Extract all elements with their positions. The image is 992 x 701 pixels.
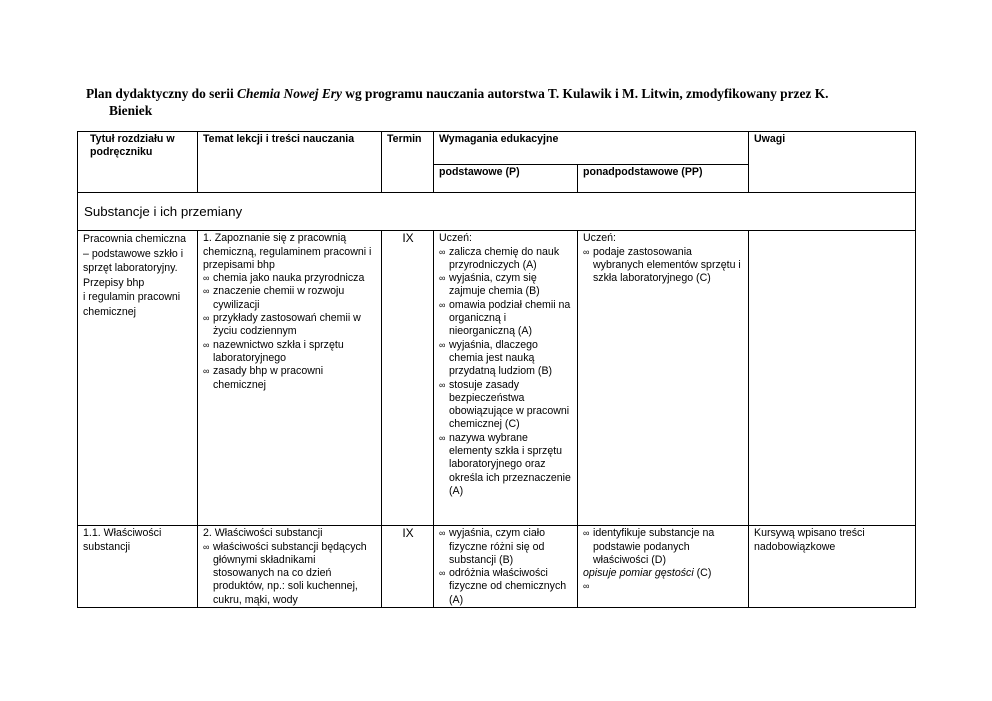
list-item: ∞ zasady bhp w pracowni chemicznej [203,365,377,392]
topic-title: 2. Właściwości substancji [203,527,323,540]
advanced-cell [578,231,749,526]
topic-list [203,272,377,392]
header-notes: Uwagi [749,132,916,193]
notes-cell: Kursywą wpisano treści nadobowiązkowe [749,526,916,608]
chapter-cell [78,231,198,526]
header-advanced: ponadpodstawowe (PP) [578,165,749,193]
section-title: Substancje i ich przemiany [78,193,916,231]
topic-cell [198,231,382,526]
title-line2: Bieniek [109,103,153,118]
title-middle: wg programu nauczania autorstwa T. Kulawik i M. Litwin, zmodyfikowany przez K. [341,86,829,101]
list-item: ∞ odróżnia właściwości fizyczne od chemicznych (A) [439,567,573,607]
list-item: ∞ stosuje zasady bezpieczeństwa obowiązujące w pracowni chemicznej (C) [439,379,573,432]
header-term: Termin [382,132,434,193]
list-item: ∞ wyjaśnia, czym ciało fizyczne różni się od substancji (B) [439,527,573,567]
list-item: ∞ nazywa wybrane elementy szkła i sprzętu laboratoryjnego oraz określa ich przeznaczenie (A) [439,432,573,498]
document-title [86,85,896,119]
topic-list [203,541,377,607]
topic-title: 1. Zapoznanie się z pracownią chemiczną, regulaminem pracowni i przepisami bhp [203,232,372,271]
advanced-list [583,246,744,286]
requirement-level: (C) [693,567,712,580]
section-row [78,193,916,231]
header-chapter: Tytuł rozdziału w podręczniku [78,132,198,193]
chapter-text: Pracownia chemiczna – podstawowe szkło i sprzęt laboratoryjny. Przepisy bhp i regulamin pracowni chemicznej [83,233,187,318]
basic-cell [434,526,578,608]
list-item: ∞ wyjaśnia, dlaczego chemia jest nauką przydatną ludziom (B) [439,339,573,379]
header-basic: podstawowe (P) [434,165,578,193]
list-item: ∞ wyjaśnia, czym się zajmuje chemia (B) [439,272,573,299]
basic-intro: Uczeń: [439,232,472,245]
curriculum-table [77,131,916,608]
italic-requirement: opisuje pomiar gęstości [583,567,694,580]
header-topic: Temat lekcji i treści nauczania [198,132,382,193]
list-item [583,567,744,580]
advanced-list [583,527,744,593]
title-series: Chemia Nowej Ery [237,86,342,101]
list-item: ∞ omawia podział chemii na organiczną i nieorganiczną (A) [439,299,573,339]
notes-cell [749,231,916,526]
list-item-empty [583,580,744,593]
list-item: ∞ znaczenie chemii w rozwoju cywilizacji [203,285,377,312]
basic-cell [434,231,578,526]
list-item: ∞ przykłady zastosowań chemii w życiu codziennym [203,312,377,339]
table-row [78,231,916,526]
list-item: ∞ nazewnictwo szkła i sprzętu laboratoryjnego [203,339,377,366]
title-prefix: Plan dydaktyczny do serii [86,86,238,101]
advanced-intro: Uczeń: [583,232,616,245]
list-item: ∞ właściwości substancji będących głównymi składnikami stosowanych na co dzień produktów, np.: soli kuchennej, cukru, mąki, wody [203,541,377,607]
basic-list [439,246,573,499]
list-item: ∞ identyfikuje substancje na podstawie podanych właściwości (D) [583,527,744,567]
topic-cell [198,526,382,608]
list-item: ∞ zalicza chemię do nauk przyrodniczych (A) [439,246,573,273]
chapter-cell: 1.1. Właściwości substancji [78,526,198,608]
header-requirements: Wymagania edukacyjne [434,132,749,165]
term-cell: IX [382,526,434,608]
advanced-cell [578,526,749,608]
table-row [78,526,916,608]
list-item: ∞ podaje zastosowania wybranych elementów sprzętu i szkła laboratoryjnego (C) [583,246,744,286]
term-cell: IX [382,231,434,526]
basic-list [439,527,573,607]
list-item: ∞ chemia jako nauka przyrodnicza [203,272,377,285]
header-row [78,132,916,165]
